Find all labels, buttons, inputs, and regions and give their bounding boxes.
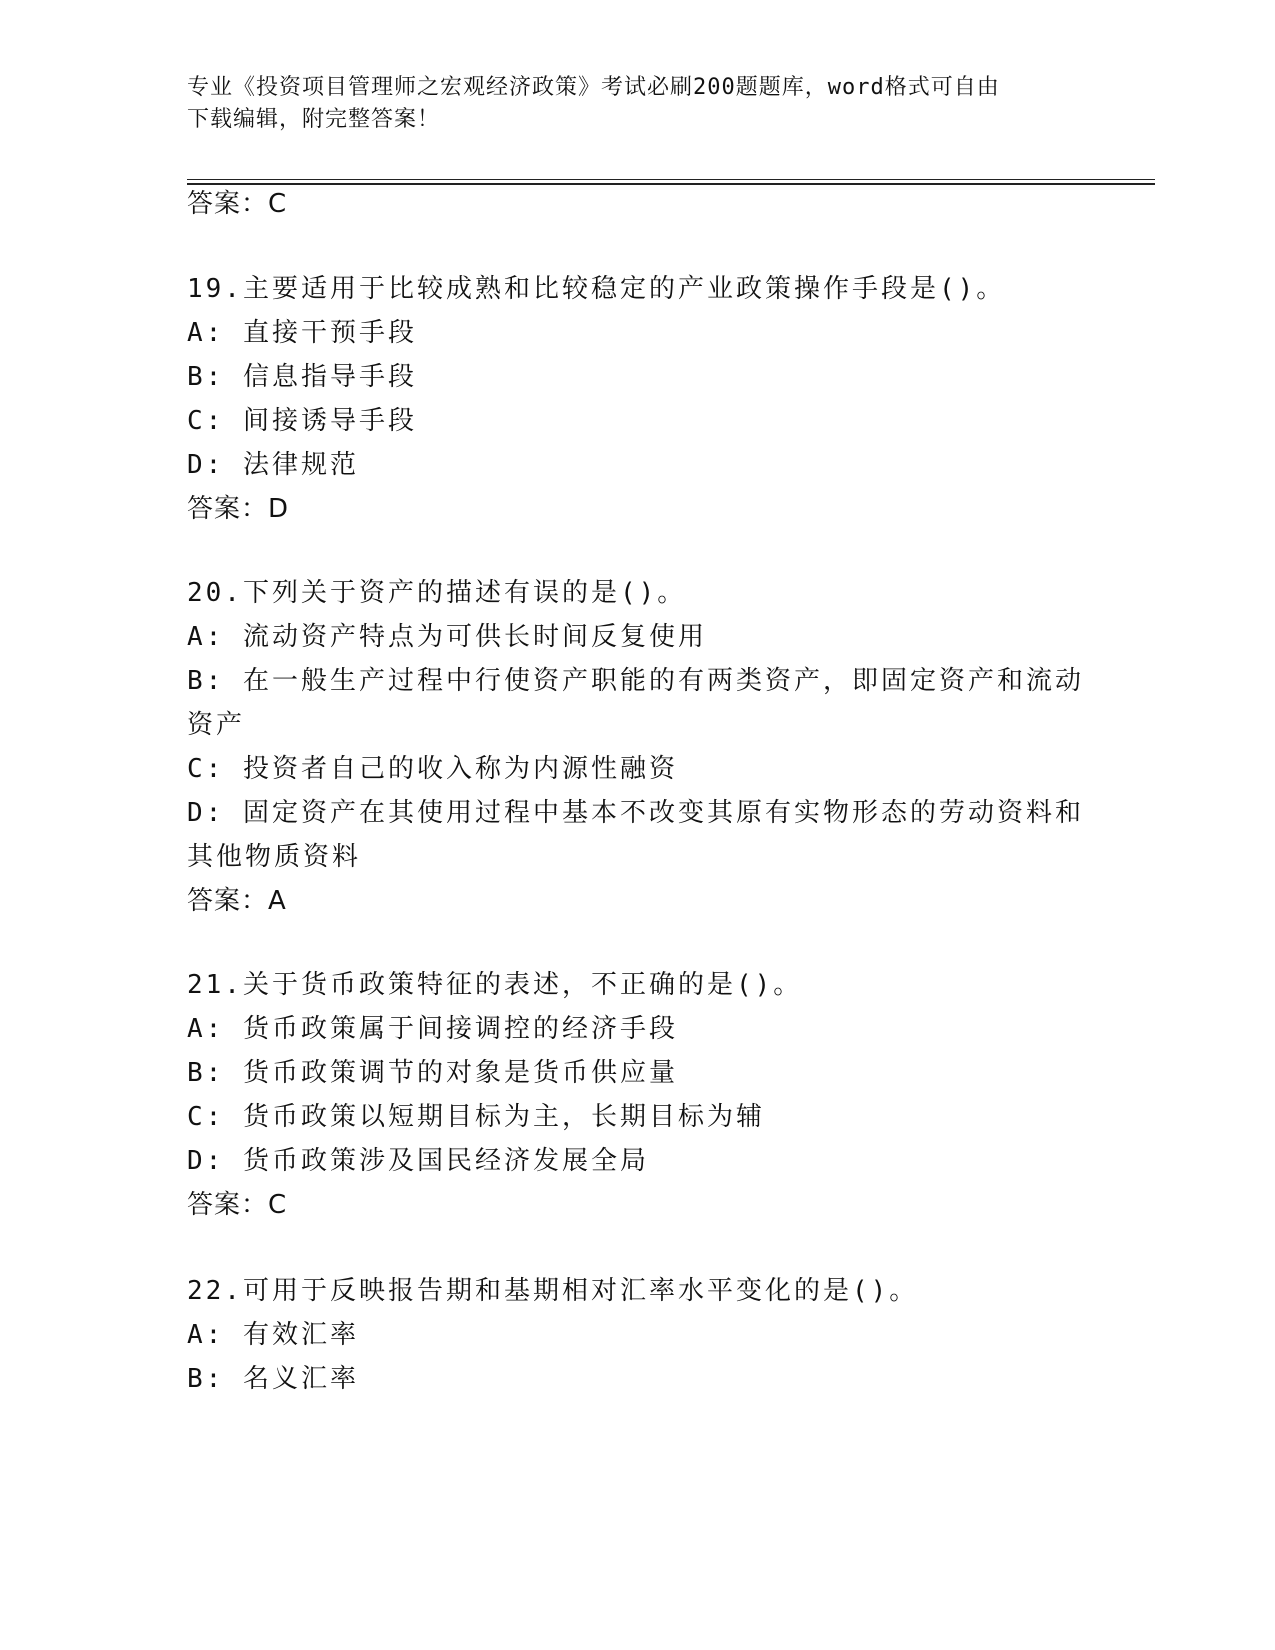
document-header — [187, 72, 1077, 136]
question-19-option-b: B: 信息指导手段 — [187, 362, 417, 392]
question-21-option-c: C: 货币政策以短期目标为主，长期目标为辅 — [187, 1102, 765, 1132]
header-line-1: 专业《投资项目管理师之宏观经济政策》考试必刷200题题库，word格式可自由 — [187, 75, 1000, 100]
question-21-answer: 答案：C — [187, 1190, 288, 1220]
question-20-option-a: A: 流动资产特点为可供长时间反复使用 — [187, 622, 707, 652]
question-20-option-d: D: 固定资产在其使用过程中基本不改变其原有实物形态的劳动资料和 — [187, 798, 1084, 828]
question-21-option-d: D: 货币政策涉及国民经济发展全局 — [187, 1146, 649, 1176]
question-20-answer: 答案：A — [187, 886, 287, 916]
header-rule-thick — [187, 183, 1155, 185]
question-20-option-b-continued: 资产 — [187, 710, 246, 740]
header-line-2: 下载编辑，附完整答案！ — [187, 107, 441, 132]
question-22-option-a: A: 有效汇率 — [187, 1320, 359, 1350]
question-21-option-a: A: 货币政策属于间接调控的经济手段 — [187, 1014, 678, 1044]
question-20-option-d-continued: 其他物质资料 — [187, 842, 362, 872]
question-21-option-b: B: 货币政策调节的对象是货币供应量 — [187, 1058, 678, 1088]
question-19-option-d: D: 法律规范 — [187, 450, 359, 480]
question-19-answer: 答案：D — [187, 494, 290, 524]
question-19-option-c: C: 间接诱导手段 — [187, 406, 417, 436]
question-20-option-c: C: 投资者自己的收入称为内源性融资 — [187, 754, 678, 784]
question-19-stem: 19.主要适用于比较成熟和比较稳定的产业政策操作手段是()。 — [187, 274, 1006, 304]
question-22-option-b: B: 名义汇率 — [187, 1364, 359, 1394]
question-19-option-a: A: 直接干预手段 — [187, 318, 417, 348]
question-22-stem: 22.可用于反映报告期和基期相对汇率水平变化的是()。 — [187, 1276, 919, 1306]
answer-previous: 答案：C — [187, 189, 288, 219]
question-21-stem: 21.关于货币政策特征的表述，不正确的是()。 — [187, 970, 803, 1000]
question-20-option-b: B: 在一般生产过程中行使资产职能的有两类资产，即固定资产和流动 — [187, 666, 1084, 696]
question-20-stem: 20.下列关于资产的描述有误的是()。 — [187, 578, 687, 608]
header-rule-thin — [187, 179, 1155, 180]
